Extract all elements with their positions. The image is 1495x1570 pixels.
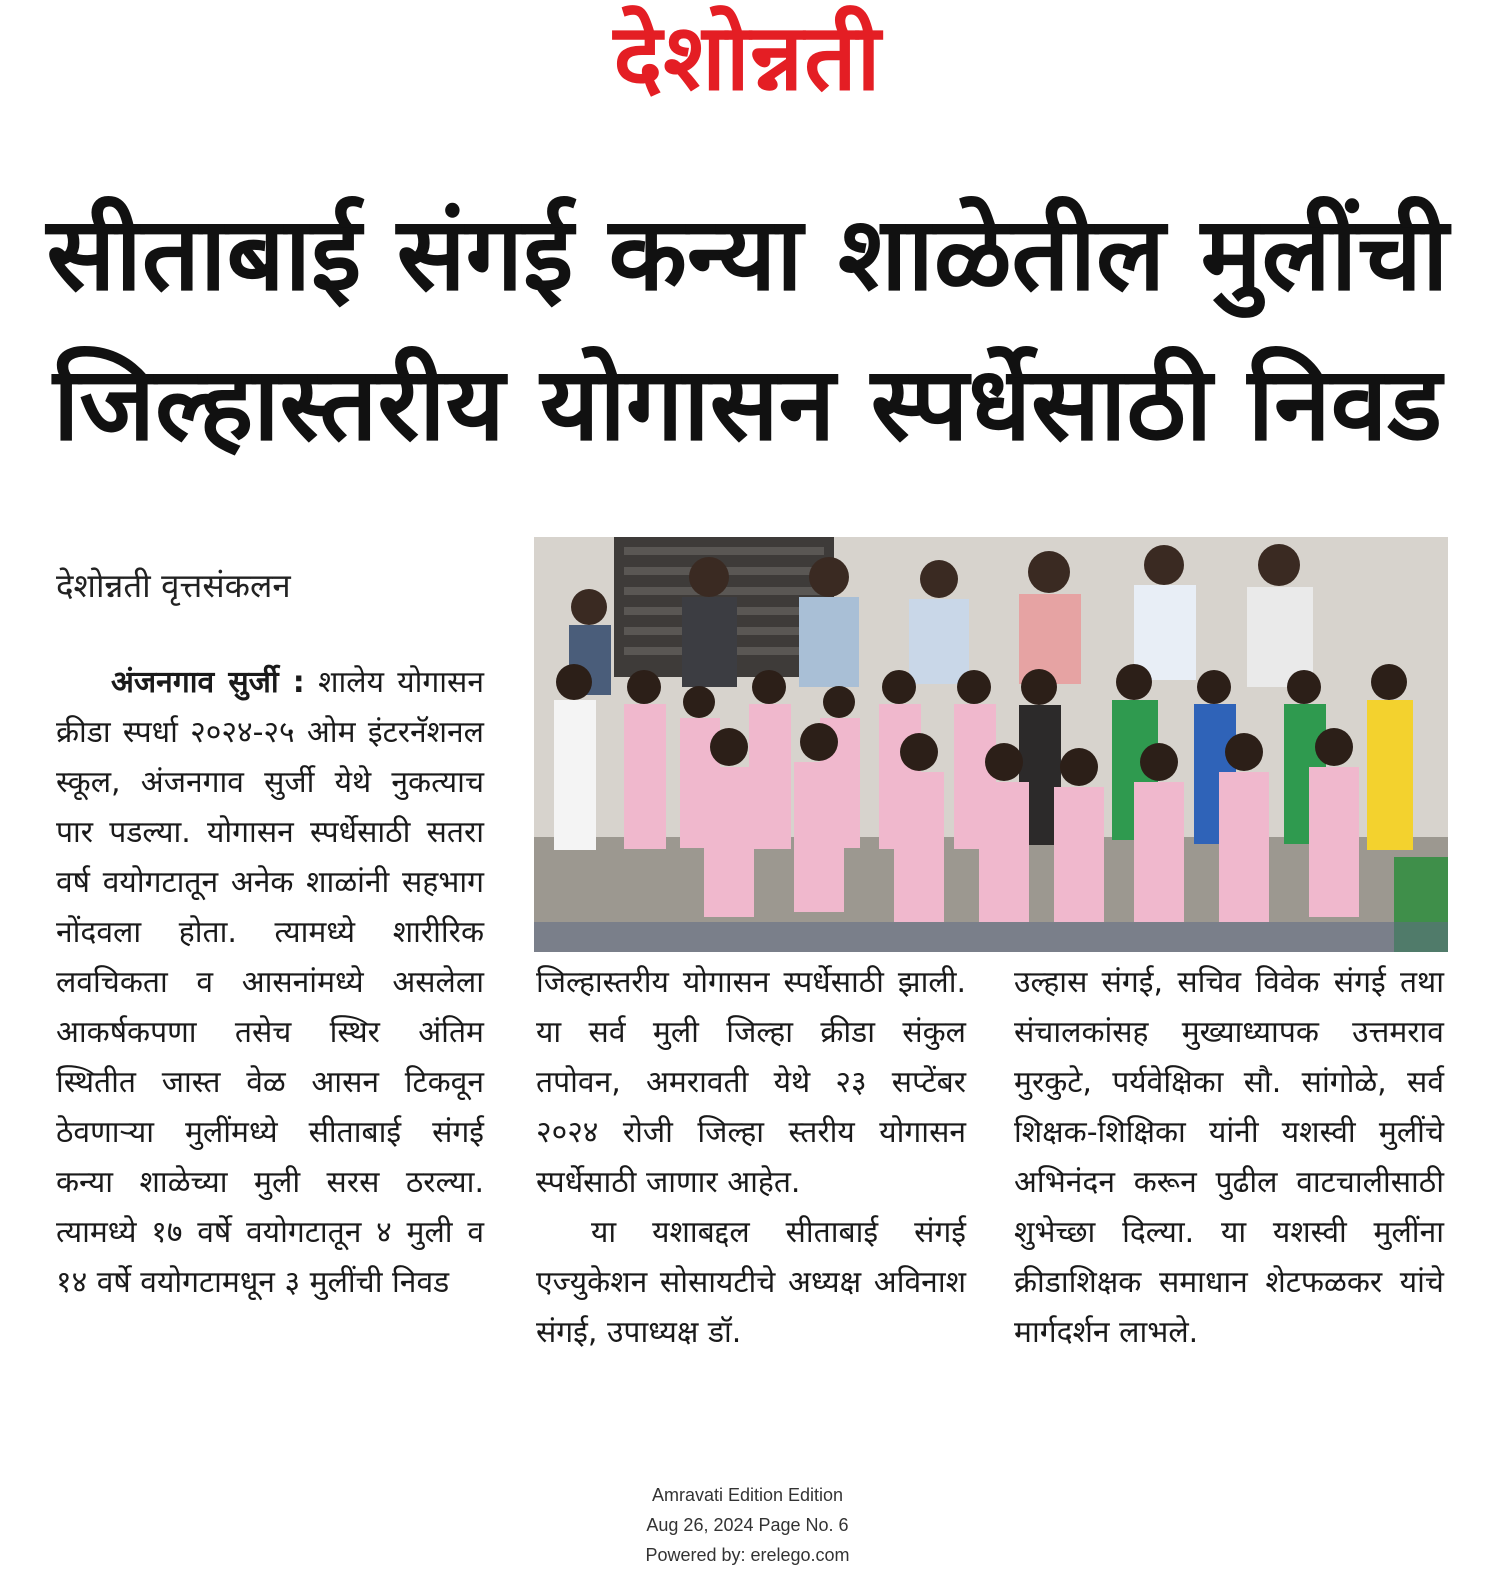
article-column-1 bbox=[56, 658, 484, 1308]
headline-line-2: जिल्हास्तरीय योगासन स्पर्धेसाठी निवड bbox=[53, 345, 1442, 464]
footer-edition: Amravati Edition Edition bbox=[651, 1485, 844, 1505]
page-footer bbox=[0, 1480, 1495, 1570]
column-2-text-2: या यशाबद्दल सीताबाई संगई एज्युकेशन सोसायटीचे अध्यक्ष अविनाश संगई, उपाध्यक्ष डॉ. bbox=[536, 1215, 966, 1350]
group-photo bbox=[534, 537, 1448, 952]
article-column-3 bbox=[1014, 958, 1444, 1358]
headline-line-1: सीताबाई संगई कन्या शाळेतील मुलींची bbox=[46, 195, 1449, 314]
article-headline bbox=[40, 180, 1455, 480]
byline: देशोन्नती वृत्तसंकलन bbox=[56, 566, 291, 605]
masthead bbox=[0, 0, 1495, 120]
column-2-text: जिल्हास्तरीय योगासन स्पर्धेसाठी झाली. या सर्व मुली जिल्हा क्रीडा संकुल तपोवन, अमरावती येथे २३ सप्टेंबर २०२४ रोजी जिल्हा स्तरीय योगासन स्पर्धेसाठी जाणार आहेत. bbox=[536, 965, 966, 1200]
footer-date-page: Aug 26, 2024 Page No. 6 bbox=[646, 1515, 849, 1535]
article-column-2 bbox=[536, 958, 966, 1358]
column-1-text: शालेय योगासन क्रीडा स्पर्धा २०२४-२५ ओम इंटरनॅशनल स्कूल, अंजनगाव सुर्जी येथे नुकत्याच पार पडल्या. योगासन स्पर्धेसाठी सतरा वर्ष वयोगटातून अनेक शाळांनी सहभाग नोंदवला होता. त्यामध्ये शारीरिक लवचिकता व आसनांमध्ये असलेला आकर्षकपणा तसेच स्थिर अंतिम स्थितीत जास्त वेळ आसन टिकवून ठेवणाऱ्या मुलींमध्ये सीताबाई संगई कन्या शाळेच्या मुली सरस ठरल्या. त्यामध्ये १७ वर्षे वयोगटातून ४ मुली व १४ वर्षे वयोगटामधून ३ मुलींची निवड bbox=[56, 665, 484, 1300]
footer-powered-by: Powered by: erelego.com bbox=[645, 1545, 850, 1565]
column-3-text: उल्हास संगई, सचिव विवेक संगई तथा संचालकांसह मुख्याध्यापक उत्तमराव मुरकुटे, पर्यवेक्षिका सौ. सांगोळे, सर्व शिक्षक-शिक्षिका यांनी यशस्वी मुलींचे अभिनंदन करून पुढील वाटचालीसाठी शुभेच्छा दिल्या. या यशस्वी मुलींना क्रीडाशिक्षक समाधान शेटफळकर यांचे मार्गदर्शन लाभले. bbox=[1014, 965, 1444, 1350]
newspaper-logo: देशोन्नती bbox=[613, 4, 882, 111]
group-photo-illustration bbox=[534, 537, 1448, 952]
dateline: अंजनगाव सुर्जी : bbox=[111, 665, 305, 700]
